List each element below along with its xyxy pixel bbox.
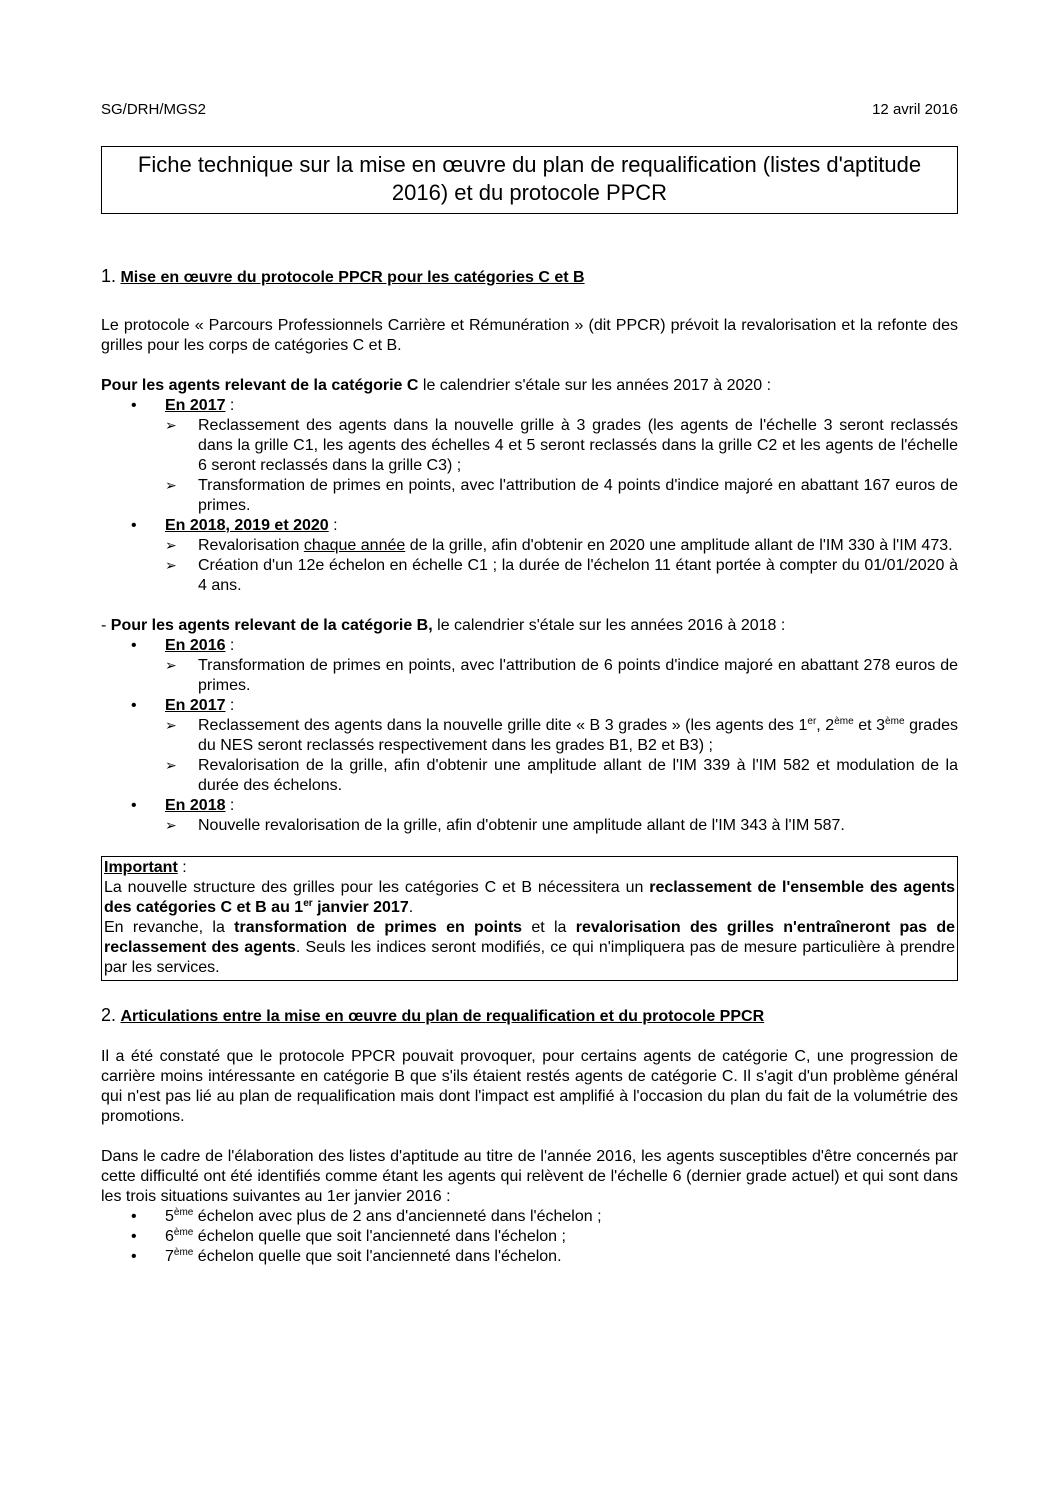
text-fragment: 7: [165, 1248, 174, 1265]
list-item: [165, 536, 958, 556]
section-2-title: Articulations entre la mise en œuvre du plan de requalification et du protocole PPCR: [120, 1008, 765, 1025]
document-title-box: [101, 146, 958, 214]
page-header: [101, 100, 958, 122]
superscript: er: [807, 716, 817, 727]
superscript: er: [303, 898, 313, 909]
cat-b-2016-list: [101, 636, 958, 696]
cat-c-2018-label: En 2018, 2019 et 2020: [165, 517, 329, 534]
cat-b-2017-label: En 2017: [165, 697, 226, 714]
cat-b-lead-bold: Pour les agents relevant de la catégorie B,: [110, 617, 433, 634]
text-fragment: échelon avec plus de 2 ans d'ancienneté dans l'échelon ;: [193, 1208, 602, 1225]
important-heading: [104, 858, 955, 878]
list-item: ➢ Revalorisation de la grille, afin d'obtenir une amplitude allant de l'IM 339 à l'IM 582 et modulation de la durée des échelons.: [165, 756, 958, 796]
section-2-heading: [101, 1005, 958, 1027]
cat-b-2016-label: En 2016: [165, 637, 226, 654]
text-fragment: La nouvelle structure des grilles pour les catégories C et B nécessitera un: [104, 879, 650, 896]
text-fragment: 6: [165, 1228, 174, 1245]
cat-c-2018-sublist: [165, 536, 958, 596]
text-fragment: échelon quelle que soit l'ancienneté dans l'échelon ;: [193, 1228, 566, 1245]
text-fragment: 5: [165, 1208, 174, 1225]
section-1-intro: Le protocole « Parcours Professionnels Carrière et Rémunération » (dit PPCR) prévoit la revalorisation et la refonte des grilles pour les corps de catégories C et B.: [101, 317, 958, 354]
important-box: [101, 856, 958, 981]
text-fragment: En revanche, la: [104, 919, 235, 936]
header-reference: SG/DRH/MGS2: [101, 101, 207, 118]
superscript: ème: [173, 1227, 194, 1238]
cat-c-2018-list: [101, 516, 958, 596]
superscript: ème: [885, 716, 905, 727]
document-page: [101, 100, 958, 1267]
document-title: Fiche technique sur la mise en œuvre du plan de requalification (listes d'aptitude 2016) et du protocole PPCR: [137, 152, 922, 205]
echelon-list: [101, 1207, 958, 1267]
cat-b-2017-list: [101, 696, 958, 836]
text-fragment: de la grille, afin d'obtenir en 2020 une amplitude allant de l'IM 330 à l'IM 473.: [405, 537, 953, 554]
text-fragment: .: [408, 899, 414, 916]
text-fragment: reclassement de l'ensemble des agents des catégories C et B au 1: [104, 879, 956, 916]
list-item: [101, 1227, 958, 1247]
list-item: ➢ Transformation de primes en points, avec l'attribution de 4 points d'indice majoré en abattant 167 euros de primes.: [165, 476, 958, 516]
section-2-paragraph-2: Dans le cadre de l'élaboration des listes d'aptitude au titre de l'année 2016, les agents susceptibles d'être concernés par cette difficulté ont été identifiés comme étant les agents qui relèvent de l'échelle 6 (dernier grade actuel) et qui sont dans les trois situations suivantes au 1er janvier 2016 :: [101, 1148, 958, 1205]
list-item: [101, 1207, 958, 1227]
text-fragment: -: [101, 617, 111, 634]
list-item: • En 2016 : ➢ Transformation de primes en points, avec l'attribution de 6 points d'indice majoré en abattant 278 euros de primes.: [101, 636, 958, 696]
cat-c-2017-sublist: [165, 416, 958, 516]
text-fragment: revalorisation des grilles n'entraîneront pas de reclassement des agents: [104, 919, 956, 956]
cat-c-lead-rest: le calendrier s'étale sur les années 2017 à 2020 :: [418, 377, 772, 394]
text-fragment: :: [177, 859, 187, 876]
cat-b-2018-sublist: [165, 816, 958, 836]
header-date: 12 avril 2016: [872, 101, 958, 118]
text-fragment: échelon quelle que soit l'ancienneté dans l'échelon.: [193, 1248, 562, 1265]
list-item: • En 2017 : ➢ Reclassement des agents dans la nouvelle grille à 3 grades (les agents de l'échelle 3 seront reclassés dans la grille C1, les agents des échelles 4 et 5 seront reclassés dans la grille C2 et les agents de l'échelle 6 seront reclassés dans la grille C3) ; ➢ Transformation de primes en points, avec l'attribution de 4 points d'indice majoré en abattant 167 euros de primes.: [101, 396, 958, 516]
cat-b-2016-sublist: [165, 656, 958, 696]
important-paragraph-2: [104, 918, 955, 978]
cat-b-2018-label: En 2018: [165, 797, 226, 814]
text-fragment: Reclassement des agents dans la nouvelle grille dite « B 3 grades » (les agents des 1: [198, 717, 808, 734]
text-fragment: janvier 2017: [312, 899, 409, 916]
text-fragment: grades du NES seront reclassés respectivement dans les grades B1, B2 et B3) ;: [198, 717, 958, 754]
list-item: ➢ Nouvelle revalorisation de la grille, afin d'obtenir une amplitude allant de l'IM 343 à l'IM 587.: [165, 816, 958, 836]
section-1-heading: [101, 266, 958, 288]
list-item: [101, 1247, 958, 1267]
text-fragment: . Seuls les indices seront modifiés, ce qui n'impliquera pas de mesure particulière à prendre par les services.: [104, 939, 956, 976]
text-fragment: et la: [522, 919, 576, 936]
superscript: ème: [173, 1247, 194, 1258]
cat-b-2017-sublist: [165, 716, 958, 796]
list-item: [165, 716, 958, 756]
list-item: • En 2017 : ➢ Reclassement des agents dans la nouvelle grille dite « B 3 grades » (les agents des 1er, 2ème et 3ème grades du NES seront reclassés respectivement dans les grades B1, B2 et B3) ; ➢ Revalorisation de la grille, afin d'obtenir une amplitude allant de l'IM 339 à l'IM 582 et modulation de la durée des échelons.: [101, 696, 958, 796]
section-1-number: 1.: [101, 266, 117, 286]
superscript: ème: [173, 1207, 194, 1218]
cat-c-2017-label: En 2017: [165, 397, 226, 414]
section-1-title: Mise en œuvre du protocole PPCR pour les catégories C et B: [120, 269, 585, 286]
text-fragment: et 3: [853, 717, 886, 734]
section-2-paragraph-1: Il a été constaté que le protocole PPCR pouvait provoquer, pour certains agents de catégorie C, une progression de carrière moins intéressante en catégorie B que s'ils étaient restés agents de catégorie C. Il s'agit d'un problème général qui n'est pas lié au plan de requalification mais dont l'impact est amplifié à l'occasion du plan du fait de la volumétrie des promotions.: [101, 1048, 958, 1125]
list-item: ➢ Création d'un 12e échelon en échelle C1 ; la durée de l'échelon 11 étant portée à compter du 01/01/2020 à 4 ans.: [165, 556, 958, 596]
list-item: • En 2018, 2019 et 2020 : ➢ Revalorisation chaque année de la grille, afin d'obtenir en 2020 une amplitude allant de l'IM 330 à l'IM 473. ➢ Création d'un 12e échelon en échelle C1 ; la durée de l'échelon 11 étant portée à compter du 01/01/2020 à 4 ans.: [101, 516, 958, 596]
list-item: • En 2018 : ➢ Nouvelle revalorisation de la grille, afin d'obtenir une amplitude allant de l'IM 343 à l'IM 587.: [101, 796, 958, 836]
cat-c-lead: [101, 376, 958, 396]
text-fragment: chaque année: [303, 537, 406, 554]
section-2-number: 2.: [101, 1005, 117, 1025]
superscript: ème: [834, 716, 854, 727]
list-item: ➢ Transformation de primes en points, avec l'attribution de 6 points d'indice majoré en abattant 278 euros de primes.: [165, 656, 958, 696]
list-item: ➢ Reclassement des agents dans la nouvelle grille à 3 grades (les agents de l'échelle 3 seront reclassés dans la grille C1, les agents des échelles 4 et 5 seront reclassés dans la grille C2 et les agents de l'échelle 6 seront reclassés dans la grille C3) ;: [165, 416, 958, 476]
important-label: Important: [104, 859, 178, 876]
important-paragraph-1: [104, 878, 955, 918]
cat-b-lead: [101, 616, 958, 636]
text-fragment: Revalorisation: [198, 537, 304, 554]
cat-b-lead-rest: le calendrier s'étale sur les années 2016 à 2018 :: [432, 617, 786, 634]
text-fragment: , 2: [816, 717, 835, 734]
cat-c-lead-bold: Pour les agents relevant de la catégorie C: [101, 377, 419, 394]
text-fragment: transformation de primes en points: [234, 919, 523, 936]
cat-c-2017-list: [101, 396, 958, 516]
